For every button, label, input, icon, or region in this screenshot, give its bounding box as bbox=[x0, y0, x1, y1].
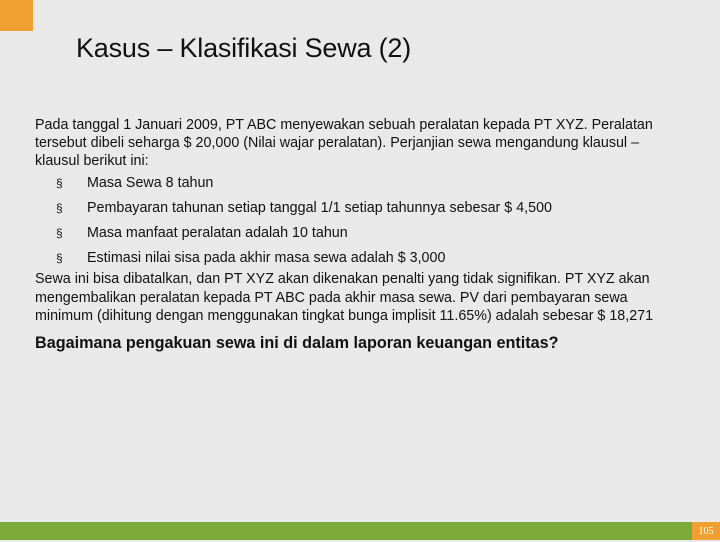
slide-title: Kasus – Klasifikasi Sewa (2) bbox=[76, 33, 412, 63]
list-item bbox=[56, 249, 675, 267]
list-item bbox=[56, 199, 675, 217]
list-item-text: Masa manfaat peralatan adalah 10 tahun bbox=[87, 225, 348, 242]
footer-bar bbox=[0, 522, 720, 540]
list-item-text: Pembayaran tahunan setiap tanggal 1/1 setiap tahunnya sebesar $ 4,500 bbox=[87, 199, 552, 216]
corner-accent-square bbox=[0, 0, 33, 31]
closing-paragraph: Sewa ini bisa dibatalkan, dan PT XYZ akan dikenakan penalti yang tidak signifikan. PT XYZ akan mengembalikan peralatan kepada PT ABC pada akhir masa sewa. PV dari pembayaran sewa minimum (dihitung dengan menggunakan tingkat bunga implisit 11.65%) adalah sebesar $ 18,271 bbox=[35, 271, 654, 324]
slide-body bbox=[35, 116, 675, 353]
intro-paragraph: Pada tanggal 1 Januari 2009, PT ABC menyewakan sebuah peralatan kepada PT XYZ. Peralatan tersebut dibeli seharga $ 20,000 (Nilai wajar peralatan). Perjanjian sewa mengandung klausul – klausul berikut ini: bbox=[35, 117, 653, 170]
bullet-icon: § bbox=[56, 175, 63, 190]
bullet-icon: § bbox=[56, 200, 63, 215]
list-item bbox=[56, 174, 675, 192]
lease-terms-list bbox=[35, 174, 675, 268]
list-item-text: Estimasi nilai sisa pada akhir masa sewa adalah $ 3,000 bbox=[87, 250, 446, 267]
bullet-icon: § bbox=[56, 251, 63, 266]
list-item bbox=[56, 224, 675, 242]
bullet-icon: § bbox=[56, 226, 63, 241]
question-text: Bagaimana pengakuan sewa ini di dalam laporan keuangan entitas? bbox=[35, 334, 559, 353]
page-number: 105 bbox=[692, 522, 720, 540]
list-item-text: Masa Sewa 8 tahun bbox=[87, 174, 214, 191]
